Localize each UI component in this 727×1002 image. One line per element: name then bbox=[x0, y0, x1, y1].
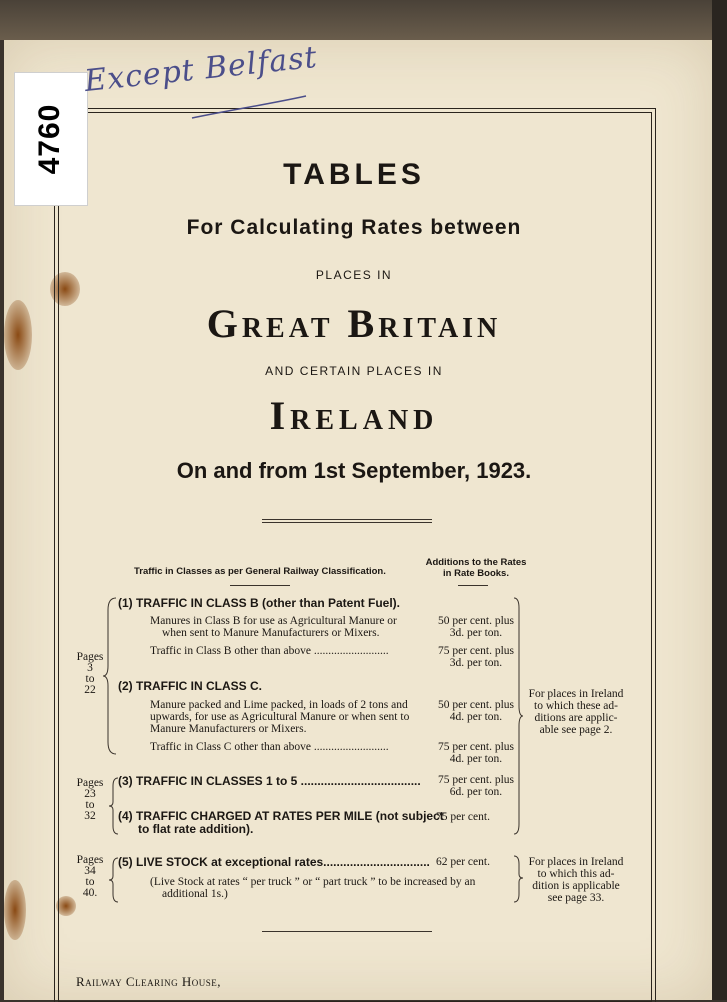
pages-to: to bbox=[85, 876, 95, 888]
side-note-line: able see page 2. bbox=[539, 724, 613, 736]
section-2-item1-line3: Manure Manufacturers or Mixers. bbox=[150, 723, 307, 735]
pages-until: 22 bbox=[84, 684, 96, 696]
pages-until: 32 bbox=[84, 810, 96, 822]
header-underline bbox=[230, 585, 290, 586]
section-1-item1-line2: when sent to Manure Manufacturers or Mixers. bbox=[162, 627, 380, 639]
section-2-item1-line2: upwards, for use as Agricultural Manure or when sent to bbox=[150, 711, 410, 723]
pages-from: 23 bbox=[84, 788, 96, 800]
annotation-underline bbox=[190, 92, 310, 122]
background-top bbox=[0, 0, 727, 40]
header-right-line1: Additions to the Rates bbox=[425, 557, 527, 568]
title-great-britain: Great Britain bbox=[206, 301, 502, 346]
rate-line2: 3d. per ton. bbox=[449, 627, 503, 639]
section-1-item1-line1: Manures in Class B for use as Agricultural Manure or bbox=[150, 615, 397, 627]
section-3-heading: (3) TRAFFIC IN CLASSES 1 to 5 .................................... bbox=[118, 774, 421, 788]
rate-line1: 75 per cent. plus bbox=[437, 774, 514, 786]
section-1-item2: Traffic in Class B other than above .......................... bbox=[150, 645, 389, 657]
side-note-line: For places in Ireland bbox=[528, 856, 624, 868]
header-underline bbox=[458, 585, 488, 586]
rate-line1: 50 per cent. plus bbox=[437, 699, 514, 711]
section-2-item2: Traffic in Class C other than above .......................... bbox=[150, 741, 389, 753]
pages-label: Pages bbox=[76, 777, 104, 789]
section-5-rate: 62 per cent. bbox=[436, 856, 490, 868]
divider bbox=[262, 522, 432, 523]
side-note-line: to which this ad- bbox=[537, 868, 615, 880]
handwritten-annotation: Except Belfast bbox=[82, 39, 320, 100]
stain bbox=[4, 880, 26, 940]
section-2-item1 bbox=[150, 699, 409, 735]
side-note-line: ditions are applic- bbox=[534, 712, 618, 724]
side-note-line: see page 33. bbox=[547, 892, 605, 904]
section-1-heading: (1) TRAFFIC IN CLASS B (other than Patent Fuel). bbox=[118, 596, 400, 610]
rate-line2: 3d. per ton. bbox=[449, 657, 503, 669]
side-note-ireland-2 bbox=[522, 856, 630, 904]
pages-group-3 bbox=[72, 855, 108, 899]
pages-label: Pages bbox=[76, 854, 104, 866]
section-2-heading: (2) TRAFFIC IN CLASS C. bbox=[118, 679, 262, 693]
rate-line1: 50 per cent. plus bbox=[437, 615, 514, 627]
footer-text: Railway Clearing House, bbox=[76, 974, 221, 989]
title-and-certain: AND CERTAIN PLACES IN bbox=[265, 364, 443, 378]
pages-from: 34 bbox=[84, 865, 96, 877]
section-4-heading-line1: (4) TRAFFIC CHARGED AT RATES PER MILE (not subject bbox=[118, 809, 444, 823]
side-note-line: dition is applicable bbox=[532, 880, 620, 892]
pages-to: to bbox=[85, 799, 95, 811]
pages-group-2 bbox=[72, 778, 108, 822]
section-2-item1-line1: Manure packed and Lime packed, in loads of 2 tons and bbox=[150, 699, 408, 711]
side-note-ireland-1 bbox=[522, 688, 630, 736]
header-right-line2: in Rate Books. bbox=[443, 568, 509, 579]
pages-group-1 bbox=[72, 652, 108, 696]
section-5-heading: (5) LIVE STOCK at exceptional rates................................ bbox=[118, 855, 430, 869]
section-4-rate: 75 per cent. bbox=[436, 811, 490, 823]
title-tables: TABLES bbox=[283, 158, 425, 191]
rate-line2: 6d. per ton. bbox=[449, 786, 503, 798]
section-1-item1 bbox=[150, 615, 397, 639]
side-note-line: to which these ad- bbox=[534, 700, 618, 712]
rate-line2: 4d. per ton. bbox=[449, 711, 503, 723]
title-ireland: Ireland bbox=[269, 393, 439, 438]
divider-bottom bbox=[262, 931, 432, 932]
section-1-item2-rate bbox=[436, 645, 516, 669]
pages-from: 3 bbox=[87, 662, 93, 674]
section-5-note-line1: (Live Stock at rates “ per truck ” or “ part truck ” to be increased by an bbox=[150, 876, 476, 888]
rate-line1: 75 per cent. plus bbox=[437, 741, 514, 753]
divider bbox=[262, 519, 432, 520]
section-4-heading bbox=[118, 810, 444, 836]
background-right-edge bbox=[712, 0, 727, 1000]
rate-line2: 4d. per ton. bbox=[449, 753, 503, 765]
side-note-line: For places in Ireland bbox=[528, 688, 624, 700]
title-places-in: PLACES IN bbox=[315, 268, 393, 282]
section-1-item1-rate bbox=[436, 615, 516, 639]
pages-until: 40. bbox=[82, 887, 98, 899]
section-5-note bbox=[150, 876, 475, 900]
section-2-item2-rate bbox=[436, 741, 516, 765]
catalog-number: 4760 bbox=[33, 103, 66, 175]
section-4-heading-line2: to flat rate addition). bbox=[138, 822, 254, 836]
stain bbox=[4, 300, 32, 370]
section-5-note-line2: additional 1s.) bbox=[162, 888, 228, 900]
header-right bbox=[418, 557, 534, 579]
pages-label: Pages bbox=[76, 651, 104, 663]
title-subtitle: For Calculating Rates between bbox=[186, 216, 522, 239]
rate-line1: 75 per cent. plus bbox=[437, 645, 514, 657]
section-2-item1-rate bbox=[436, 699, 516, 723]
header-left: Traffic in Classes as per General Railway Classification. bbox=[134, 566, 386, 577]
pages-to: to bbox=[85, 673, 95, 685]
section-3-rate bbox=[436, 774, 516, 798]
title-date: On and from 1st September, 1923. bbox=[176, 458, 532, 483]
